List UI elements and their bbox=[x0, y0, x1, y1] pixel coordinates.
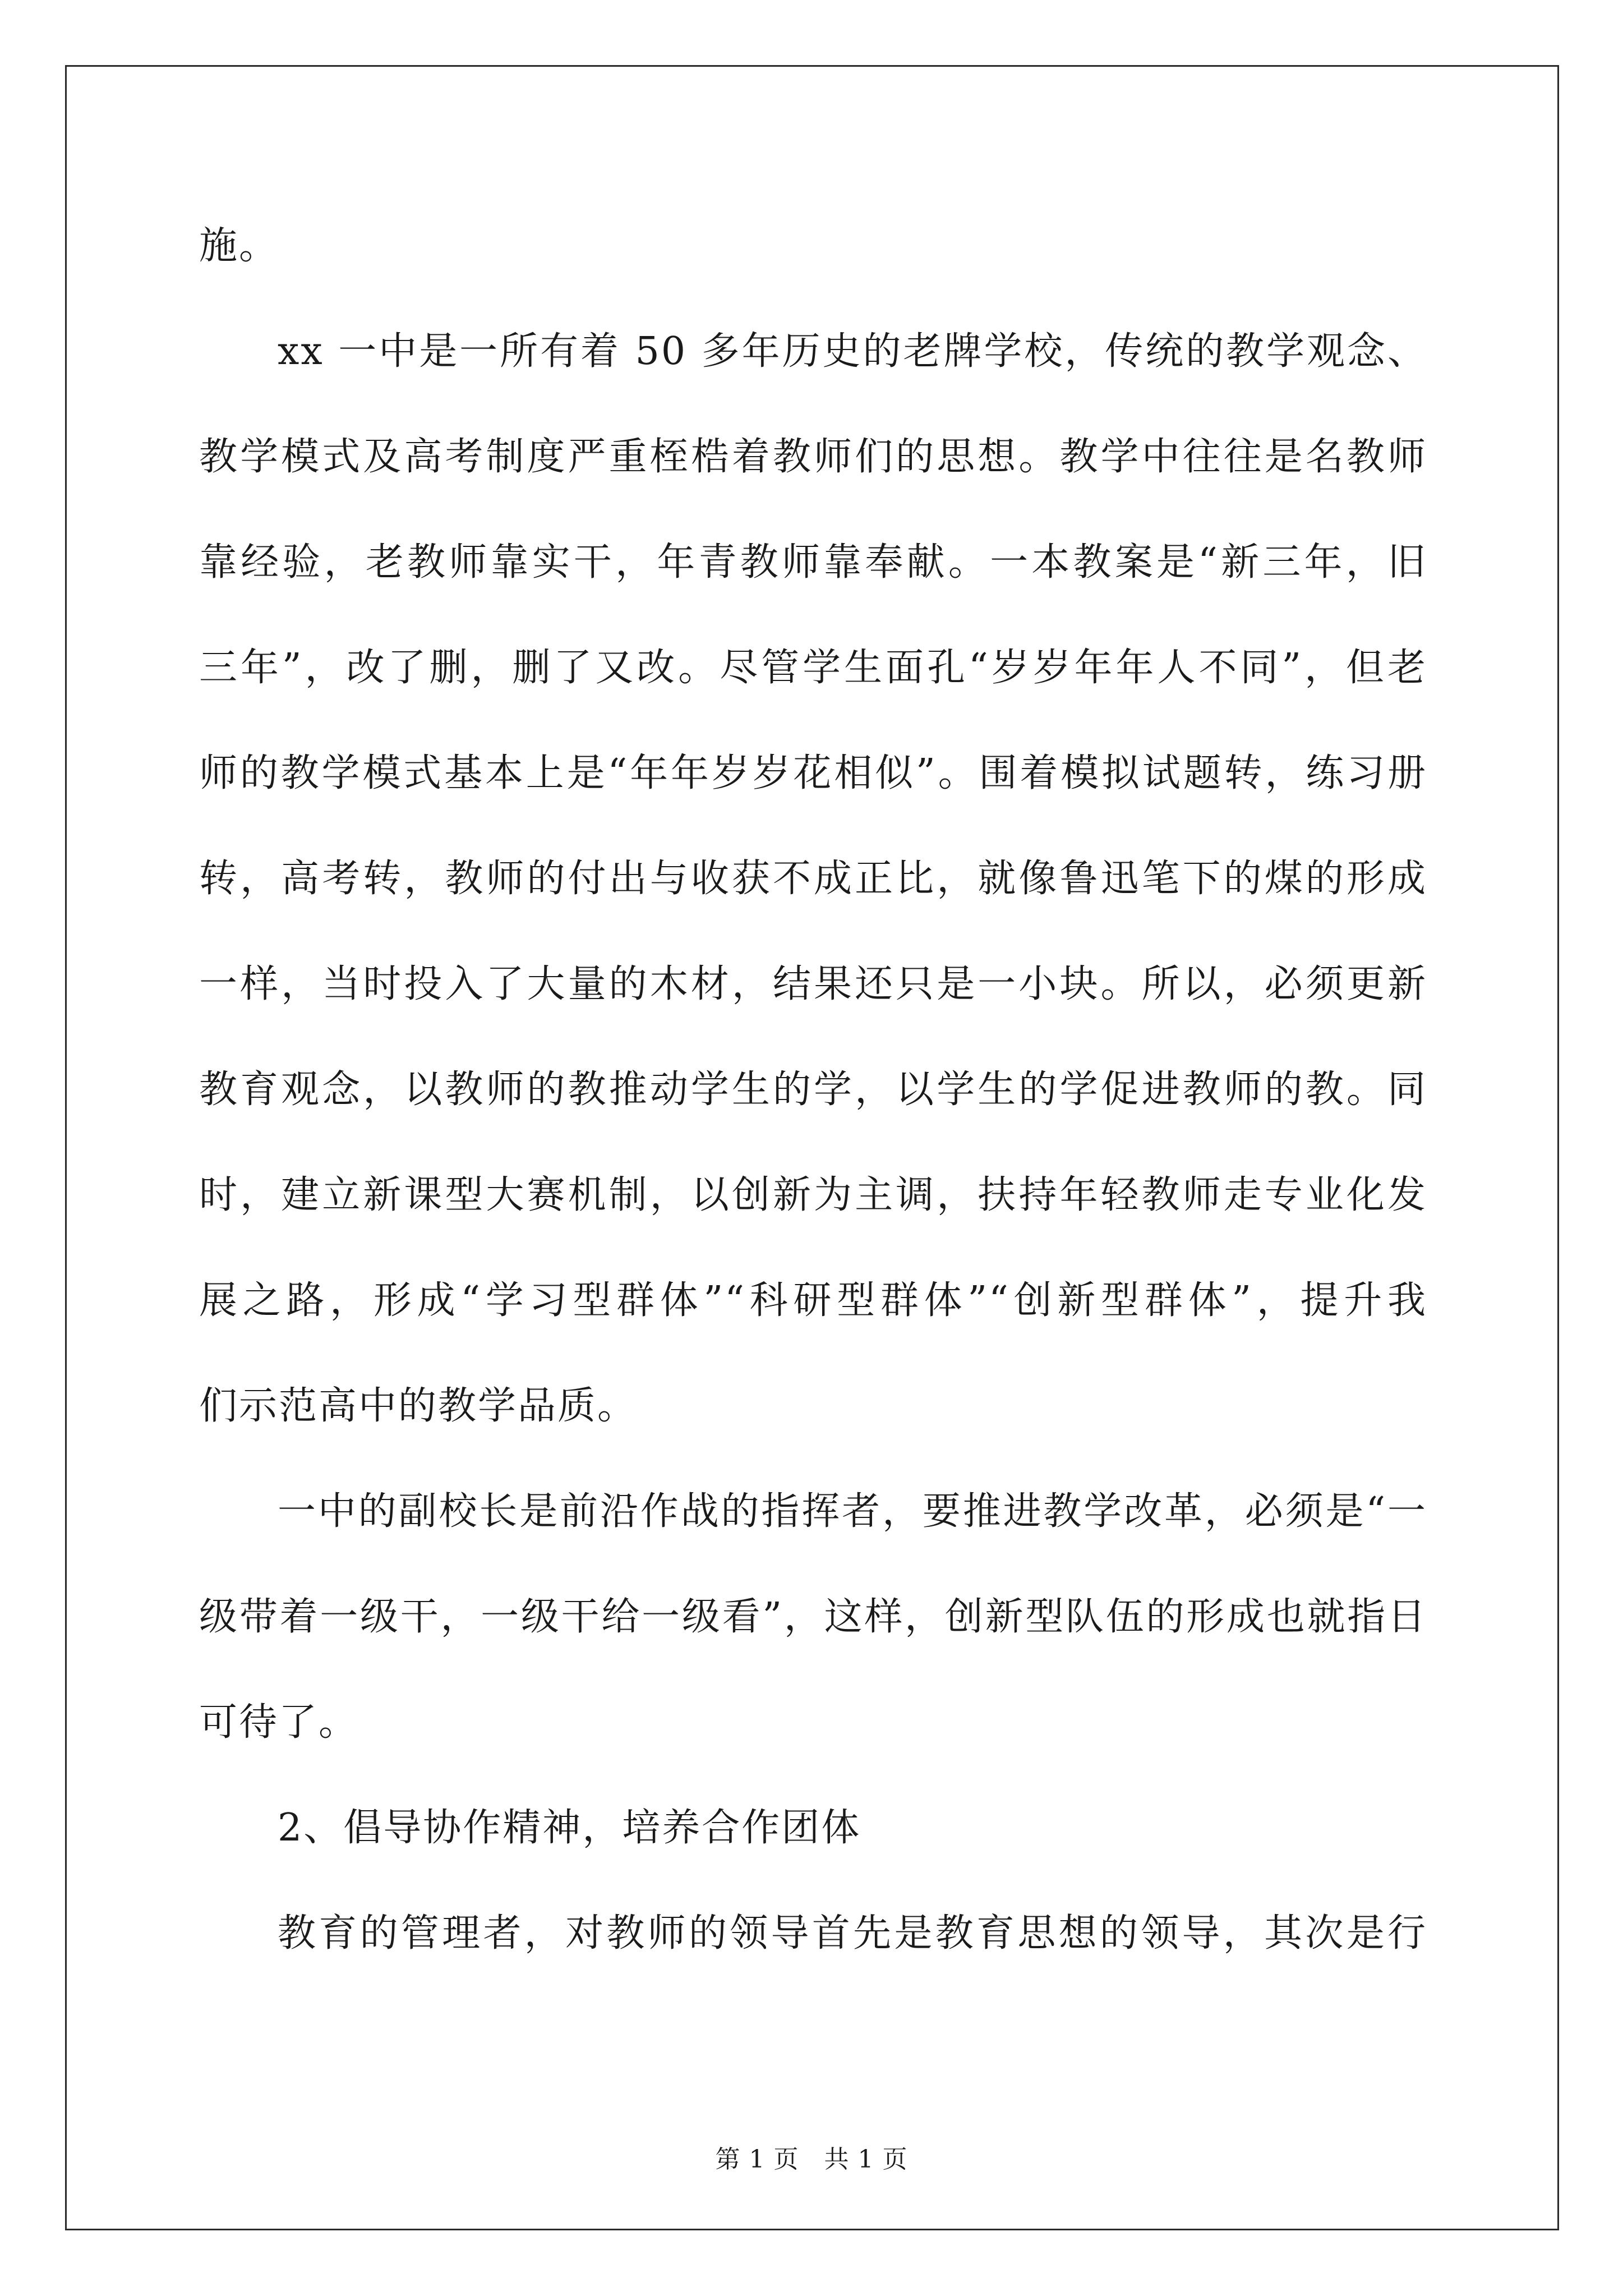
paragraph-line: 转，高考转，教师的付出与收获不成正比，就像鲁迅笔下的煤的形成 bbox=[199, 857, 1427, 901]
paragraph-line: 展之路，形成“学习型群体”“科研型群体”“创新型群体”，提升我 bbox=[199, 1278, 1427, 1323]
paragraph-line: 施。 bbox=[199, 224, 279, 268]
paragraph-line: 们示范高中的教学品质。 bbox=[199, 1384, 638, 1428]
paragraph-line: 三年”，改了删，删了又改。尽管学生面孔“岁岁年年人不同”，但老 bbox=[199, 646, 1427, 690]
paragraph-line: 师的教学模式基本上是“年年岁岁花相似”。围着模拟试题转，练习册 bbox=[199, 751, 1427, 795]
section-heading: 2、倡导协作精神，培养合作团体 bbox=[278, 1806, 861, 1850]
paragraph-line: 教育观念，以教师的教推动学生的学，以学生的学促进教师的教。同 bbox=[199, 1068, 1427, 1112]
paragraph-line: xx 一中是一所有着 50 多年历史的老牌学校，传统的教学观念、 bbox=[278, 329, 1427, 374]
paragraph-line: 时，建立新课型大赛机制，以创新为主调，扶持年轻教师走专业化发 bbox=[199, 1173, 1427, 1217]
paragraph-line: 教育的管理者，对教师的领导首先是教育思想的领导，其次是行 bbox=[278, 1911, 1427, 1955]
document-body bbox=[199, 194, 1427, 1986]
paragraph-line: 教学模式及高考制度严重桎梏着教师们的思想。教学中往往是名教师 bbox=[199, 435, 1427, 479]
paragraph-line: 靠经验，老教师靠实干，年青教师靠奉献。一本教案是“新三年，旧 bbox=[199, 540, 1427, 585]
paragraph-line: 可待了。 bbox=[199, 1700, 359, 1745]
paragraph-line: 一样，当时投入了大量的木材，结果还只是一小块。所以，必须更新 bbox=[199, 962, 1427, 1006]
paragraph-line: 一中的副校长是前沿作战的指挥者，要推进教学改革，必须是“一 bbox=[278, 1489, 1427, 1534]
page-number-footer: 第 1 页 共 1 页 bbox=[715, 2145, 908, 2174]
paragraph-line: 级带着一级干，一级干给一级看”，这样，创新型队伍的形成也就指日 bbox=[199, 1595, 1427, 1639]
